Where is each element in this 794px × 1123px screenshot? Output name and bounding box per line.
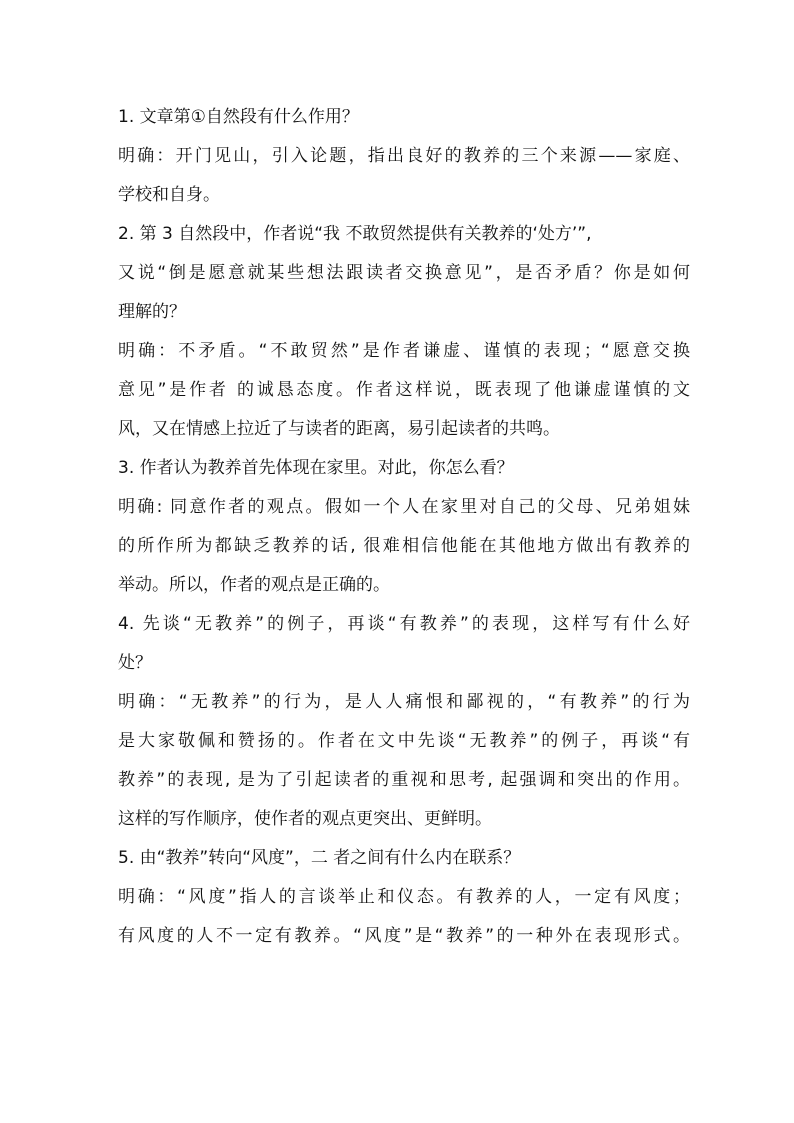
answer-5 [118, 882, 690, 952]
text-line: 2. 第 3 自然段中，作者说“我 不敢贸然提供有关教养的‘处方’”, [118, 224, 592, 244]
question-2 [118, 219, 690, 328]
text-line: 3. 作者认为教养首先体现在家里。对此，你怎么看？ [118, 458, 514, 478]
text-line: 1. 文章第①自然段有什么作用？ [118, 107, 359, 127]
text-line: 教养”的表现, 是为了引起读者的重视和思考, 起强调和突出的作用。 [118, 770, 690, 790]
question-5 [118, 843, 690, 874]
text-line: 学校和自身。 [118, 185, 220, 205]
text-line: 有风度的人不一定有教养。“风度”是“教养”的一种外在表现形式。 [118, 926, 690, 946]
question-3 [118, 453, 690, 484]
answer-3 [118, 492, 690, 601]
text-line: 举动。所以，作者的观点是正确的。 [118, 575, 390, 595]
text-line: 明确：“无教养”的行为，是人人痛恨和鄙视的，“有教养”的行为 [118, 692, 690, 712]
text-line: 明确：开门见山，引入论题，指出良好的教养的三个来源——家庭、 [118, 146, 690, 166]
text-line: 的所作所为都缺乏教养的话, 很难相信他能在其他地方做出有教养的 [118, 536, 690, 556]
text-line: 又说“倒是愿意就某些想法跟读者交换意见”，是否矛盾？你是如何 [118, 263, 690, 283]
answer-4 [118, 687, 690, 835]
text-line: 处？ [118, 653, 152, 673]
answer-2 [118, 336, 690, 445]
text-line: 意见”是作者 的诚恳态度。作者这样说，既表现了他谦虚谨慎的文 [118, 380, 690, 400]
text-line: 明确：不矛盾。“不敢贸然”是作者谦虚、谨慎的表现；“愿意交换 [118, 341, 690, 361]
text-line: 明确：“风度”指人的言谈举止和仪态。有教养的人，一定有风度； [118, 887, 690, 907]
text-line: 理解的？ [118, 302, 186, 322]
question-1 [118, 102, 690, 133]
question-4 [118, 609, 690, 679]
text-line: 风，又在情感上拉近了与读者的距离，易引起读者的共鸣。 [118, 419, 560, 439]
text-line: 5. 由“教养”转向“风度”，二 者之间有什么内在联系？ [118, 848, 521, 868]
text-line: 明确: 同意作者的观点。假如一个人在家里对自己的父母、兄弟姐妹 [118, 497, 690, 517]
text-line: 是大家敬佩和赞扬的。作者在文中先谈“无教养”的例子，再谈“有 [118, 731, 690, 751]
text-line: 这样的写作顺序，使作者的观点更突出、更鲜明。 [118, 809, 492, 829]
text-line: 4. 先谈“无教养”的例子，再谈“有教养”的表现，这样写有什么好 [118, 614, 690, 634]
document-page [118, 102, 690, 952]
answer-1 [118, 141, 690, 211]
